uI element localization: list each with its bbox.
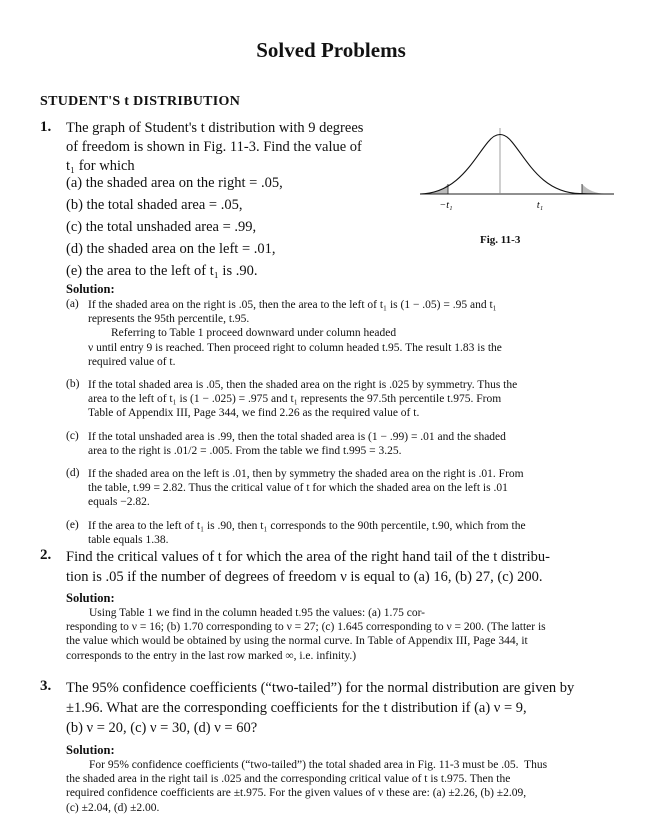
right-tail-shading — [582, 184, 606, 194]
statement-line: t₁ for which — [66, 158, 135, 174]
solution-c — [66, 430, 626, 458]
left-tail-shading — [424, 184, 448, 194]
problem-2-number: 2. — [40, 547, 52, 563]
problem-2-statement — [66, 547, 626, 587]
solution-line: area to the right is .01/2 = .005. From the table we find t.995 = 3.25. — [88, 444, 402, 457]
solution-line: Table of Appendix III, Page 344, we find 2.26 as the required value of t. — [88, 407, 420, 420]
solution-line: required value of t. — [88, 355, 176, 368]
solution-line: the shaded area in the right tail is .025 and the corresponding critical value of t is t.975. Then the — [66, 773, 511, 786]
section-heading: STUDENT'S t DISTRIBUTION — [40, 94, 241, 109]
option-a — [66, 172, 386, 194]
solution-line: Referring to Table 1 proceed downward under column headed — [88, 327, 397, 340]
solution-e — [66, 519, 626, 547]
option-letter: (e) — [66, 263, 83, 279]
problem-1-solutions — [66, 298, 626, 547]
option-text: the total unshaded area = .99, — [85, 219, 257, 235]
problem-3-solution — [66, 758, 628, 815]
option-d — [66, 238, 386, 260]
problem-1-solution-label: Solution: — [66, 282, 115, 296]
solution-line: table equals 1.38. — [88, 533, 169, 546]
solution-line: equals −2.82. — [88, 496, 150, 509]
solution-a — [66, 298, 626, 369]
right-critical-label: t₁ — [536, 200, 544, 211]
option-e — [66, 260, 386, 282]
solution-line: If the shaded area on the right is .05, then the area to the left of t₁ is (1 − .05) = .95 and t₁ — [88, 299, 497, 311]
statement-line: ±1.96. What are the corresponding coefficients for the t distribution if (a) ν = 9, — [66, 700, 527, 716]
option-c — [66, 216, 386, 238]
density-curve — [420, 135, 614, 195]
figure-caption: Fig. 11-3 — [480, 234, 521, 246]
solution-line: the table, t.99 = 2.82. Thus the critical value of t for which the shaded area on the left is .01 — [88, 482, 508, 495]
solution-line: If the area to the left of t₁ is .90, then t₁ corresponds to the 90th percentile, t.90, which from the — [88, 519, 526, 532]
solution-letter: (a) — [66, 298, 79, 310]
statement-line: (b) ν = 20, (c) ν = 30, (d) ν = 60? — [66, 720, 258, 736]
option-text: the area to the left of t₁ is .90. — [85, 263, 258, 279]
option-text: the total shaded area = .05, — [86, 197, 243, 213]
solution-line: the value which would be obtained by using the normal curve. In Table of Appendix III, Page 344, it — [66, 635, 528, 648]
problem-2-solution-label: Solution: — [66, 591, 115, 605]
solution-line: area to the left of t₁ is (1 − .025) = .975 and t₁ represents the 97.5th percentile t.975. From — [88, 393, 502, 406]
solution-letter: (d) — [66, 467, 80, 480]
option-text: the shaded area on the right = .05, — [85, 175, 283, 191]
problem-2-solution — [66, 606, 628, 663]
solution-line: required confidence coefficients are ±t.975. For the given values of ν these are: (a) ±2.26, (b) ±2.09, — [66, 787, 527, 800]
solution-line: Using Table 1 we find in the column headed t.95 the values: (a) 1.75 cor- — [66, 607, 425, 619]
solution-letter: (b) — [66, 378, 80, 391]
solution-line: For 95% confidence coefficients (“two-tailed”) the total shaded area in Fig. 11-3 must be .05. Thus — [66, 759, 548, 771]
solution-line: ν until entry 9 is reached. Then proceed right to column headed t.95. The result 1.83 is the — [88, 341, 502, 354]
option-letter: (d) — [66, 241, 83, 257]
solution-line: corresponds to the entry in the last row marked ∞, i.e. infinity.) — [66, 649, 357, 662]
option-text: the shaded area on the left = .01, — [86, 241, 276, 257]
solution-letter: (c) — [66, 429, 79, 442]
problem-1-statement — [66, 119, 406, 176]
solution-line: (c) ±2.04, (d) ±2.00. — [66, 801, 160, 814]
t-distribution-figure — [418, 120, 618, 212]
solution-letter: (e) — [66, 518, 79, 531]
option-letter: (c) — [66, 219, 83, 235]
problem-3-solution-label: Solution: — [66, 743, 115, 757]
solution-line: If the shaded area on the left is .01, then by symmetry the shaded area on the right is .01. From — [88, 468, 524, 481]
statement-line: Find the critical values of t for which the area of the right hand tail of the t distribu- — [66, 549, 550, 565]
statement-line: of freedom is shown in Fig. 11-3. Find the value of — [66, 139, 362, 155]
solution-line: If the total shaded area is .05, then the shaded area on the right is .025 by symmetry. Thus the — [88, 379, 518, 392]
option-letter: (b) — [66, 197, 83, 213]
left-critical-label: −t₁ — [439, 200, 453, 211]
problem-3-statement — [66, 678, 628, 738]
solution-line: responding to ν = 16; (b) 1.70 corresponding to ν = 27; (c) 1.645 corresponding to ν = 200. (The latter is — [66, 621, 546, 634]
solution-line: If the total unshaded area is .99, then the total shaded area is (1 − .99) = .01 and the shaded — [88, 430, 506, 443]
statement-line: The graph of Student's t distribution with 9 degrees — [66, 120, 364, 136]
option-b — [66, 194, 386, 216]
problem-1-number: 1. — [40, 119, 52, 135]
problem-3-number: 3. — [40, 678, 52, 694]
statement-line: tion is .05 if the number of degrees of freedom ν is equal to (a) 16, (b) 27, (c) 200. — [66, 569, 543, 585]
statement-line: The 95% confidence coefficients (“two-tailed”) for the normal distribution are given by — [66, 680, 575, 696]
option-letter: (a) — [66, 175, 83, 191]
solution-line: represents the 95th percentile, t.95. — [88, 313, 250, 326]
solution-b — [66, 378, 626, 421]
problem-1-options — [66, 172, 386, 282]
page-title: Solved Problems — [256, 38, 406, 62]
solution-d — [66, 467, 626, 510]
